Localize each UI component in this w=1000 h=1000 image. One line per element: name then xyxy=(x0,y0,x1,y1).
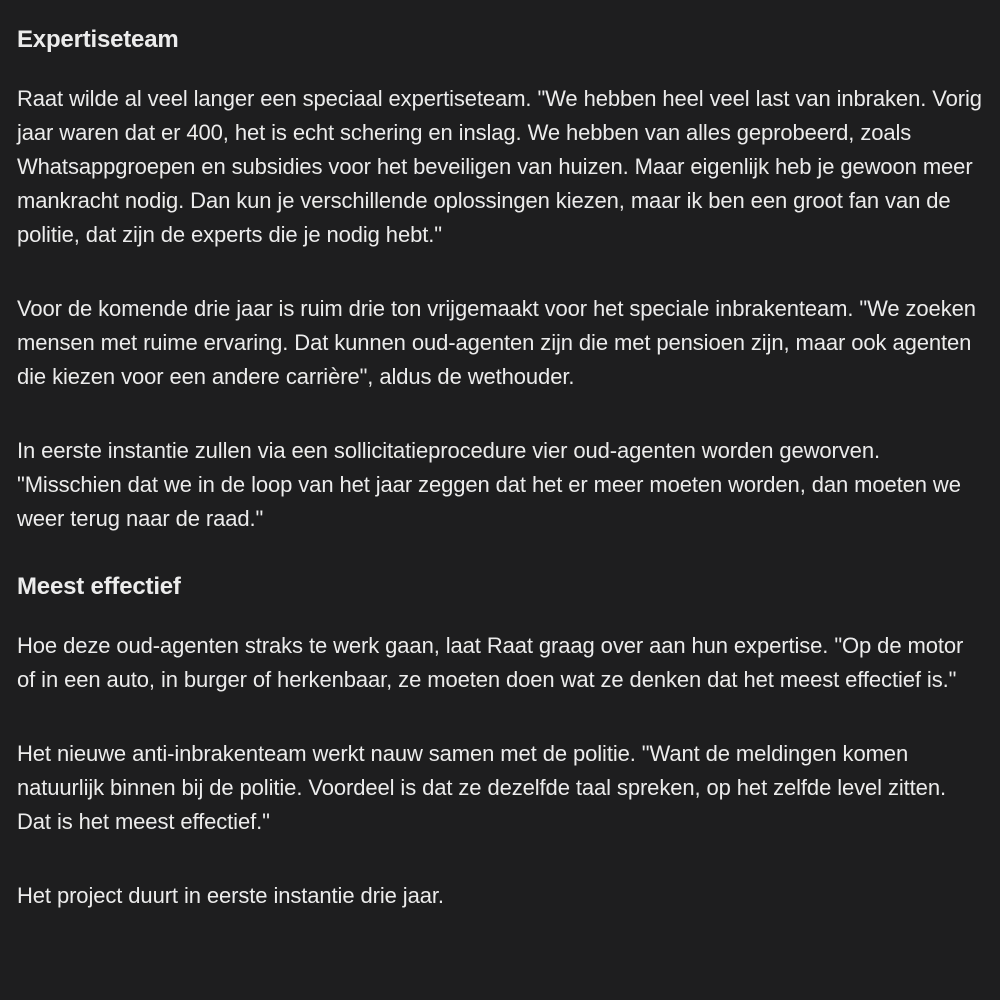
section-heading-expertiseteam: Expertiseteam xyxy=(17,26,179,53)
paragraph: Voor de komende drie jaar is ruim drie ton vrijgemaakt voor het speciale inbrakenteam. "We zoeken mensen met ruime ervaring. Dat kunnen oud-agenten zijn die met pensioen zijn, maar ook agenten die kiezen voor een andere carrière", aldus de wethouder. xyxy=(17,296,976,389)
paragraph: Hoe deze oud-agenten straks te werk gaan, laat Raat graag over aan hun expertise. "Op de motor of in een auto, in burger of herkenbaar, ze moeten doen wat ze denken dat het meest effectief is." xyxy=(17,633,964,692)
paragraph: In eerste instantie zullen via een sollicitatieprocedure vier oud-agenten worden geworven. "Misschien dat we in de loop van het jaar zeggen dat het er meer moeten worden, dan moeten we weer terug naar de raad." xyxy=(17,438,961,531)
section-heading-meest-effectief: Meest effectief xyxy=(17,573,181,600)
paragraph: Het project duurt in eerste instantie drie jaar. xyxy=(17,883,444,908)
paragraph: Raat wilde al veel langer een speciaal expertiseteam. "We hebben heel veel last van inbraken. Vorig jaar waren dat er 400, het is echt schering en inslag. We hebben van alles geprobeerd, zoals Whatsappgroepen en subsidies voor het beveiligen van huizen. Maar eigenlijk heb je gewoon meer mankracht nodig. Dan kun je verschillende oplossingen kiezen, maar ik ben een groot fan van de politie, dat zijn de experts die je nodig hebt." xyxy=(17,86,982,247)
paragraph: Het nieuwe anti-inbrakenteam werkt nauw samen met de politie. "Want de meldingen komen natuurlijk binnen bij de politie. Voordeel is dat ze dezelfde taal spreken, op het zelfde level zitten. Dat is het meest effectief." xyxy=(17,741,946,834)
